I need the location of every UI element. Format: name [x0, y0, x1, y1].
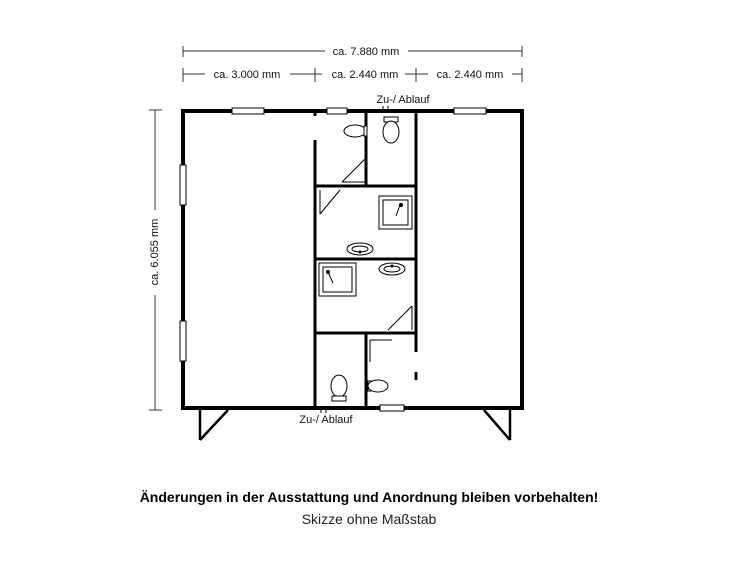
- drain-label-bottom: Zu-/ Ablauf: [299, 414, 353, 426]
- dimension-middle-label: ca. 2.440 mm: [331, 69, 399, 81]
- scale-note: Skizze ohne Maßstab: [301, 511, 437, 527]
- dimension-right-label: ca. 2.440 mm: [436, 69, 504, 81]
- disclaimer-text: Änderungen in der Ausstattung und Anordnung bleiben vorbehalten!: [139, 489, 599, 505]
- toilet-icon: [368, 380, 388, 392]
- drain-label-top: Zu-/ Ablauf: [376, 94, 430, 106]
- interior-walls: [315, 111, 416, 408]
- stand-legs: [200, 410, 510, 440]
- sink-icon: [379, 263, 405, 275]
- dimension-height-label: ca. 6.055 mm: [149, 218, 161, 286]
- toilet-icon: [331, 375, 347, 401]
- toilet-icon: [344, 125, 367, 137]
- dimension-left-label: ca. 3.000 mm: [213, 69, 281, 81]
- window-bottom: [380, 405, 404, 411]
- toilet-icon: [383, 117, 399, 143]
- sink-icon: [347, 243, 373, 255]
- dimension-total-width-label: ca. 7.880 mm: [332, 46, 400, 58]
- shower-icon: [379, 196, 412, 229]
- shower-icon: [319, 263, 356, 296]
